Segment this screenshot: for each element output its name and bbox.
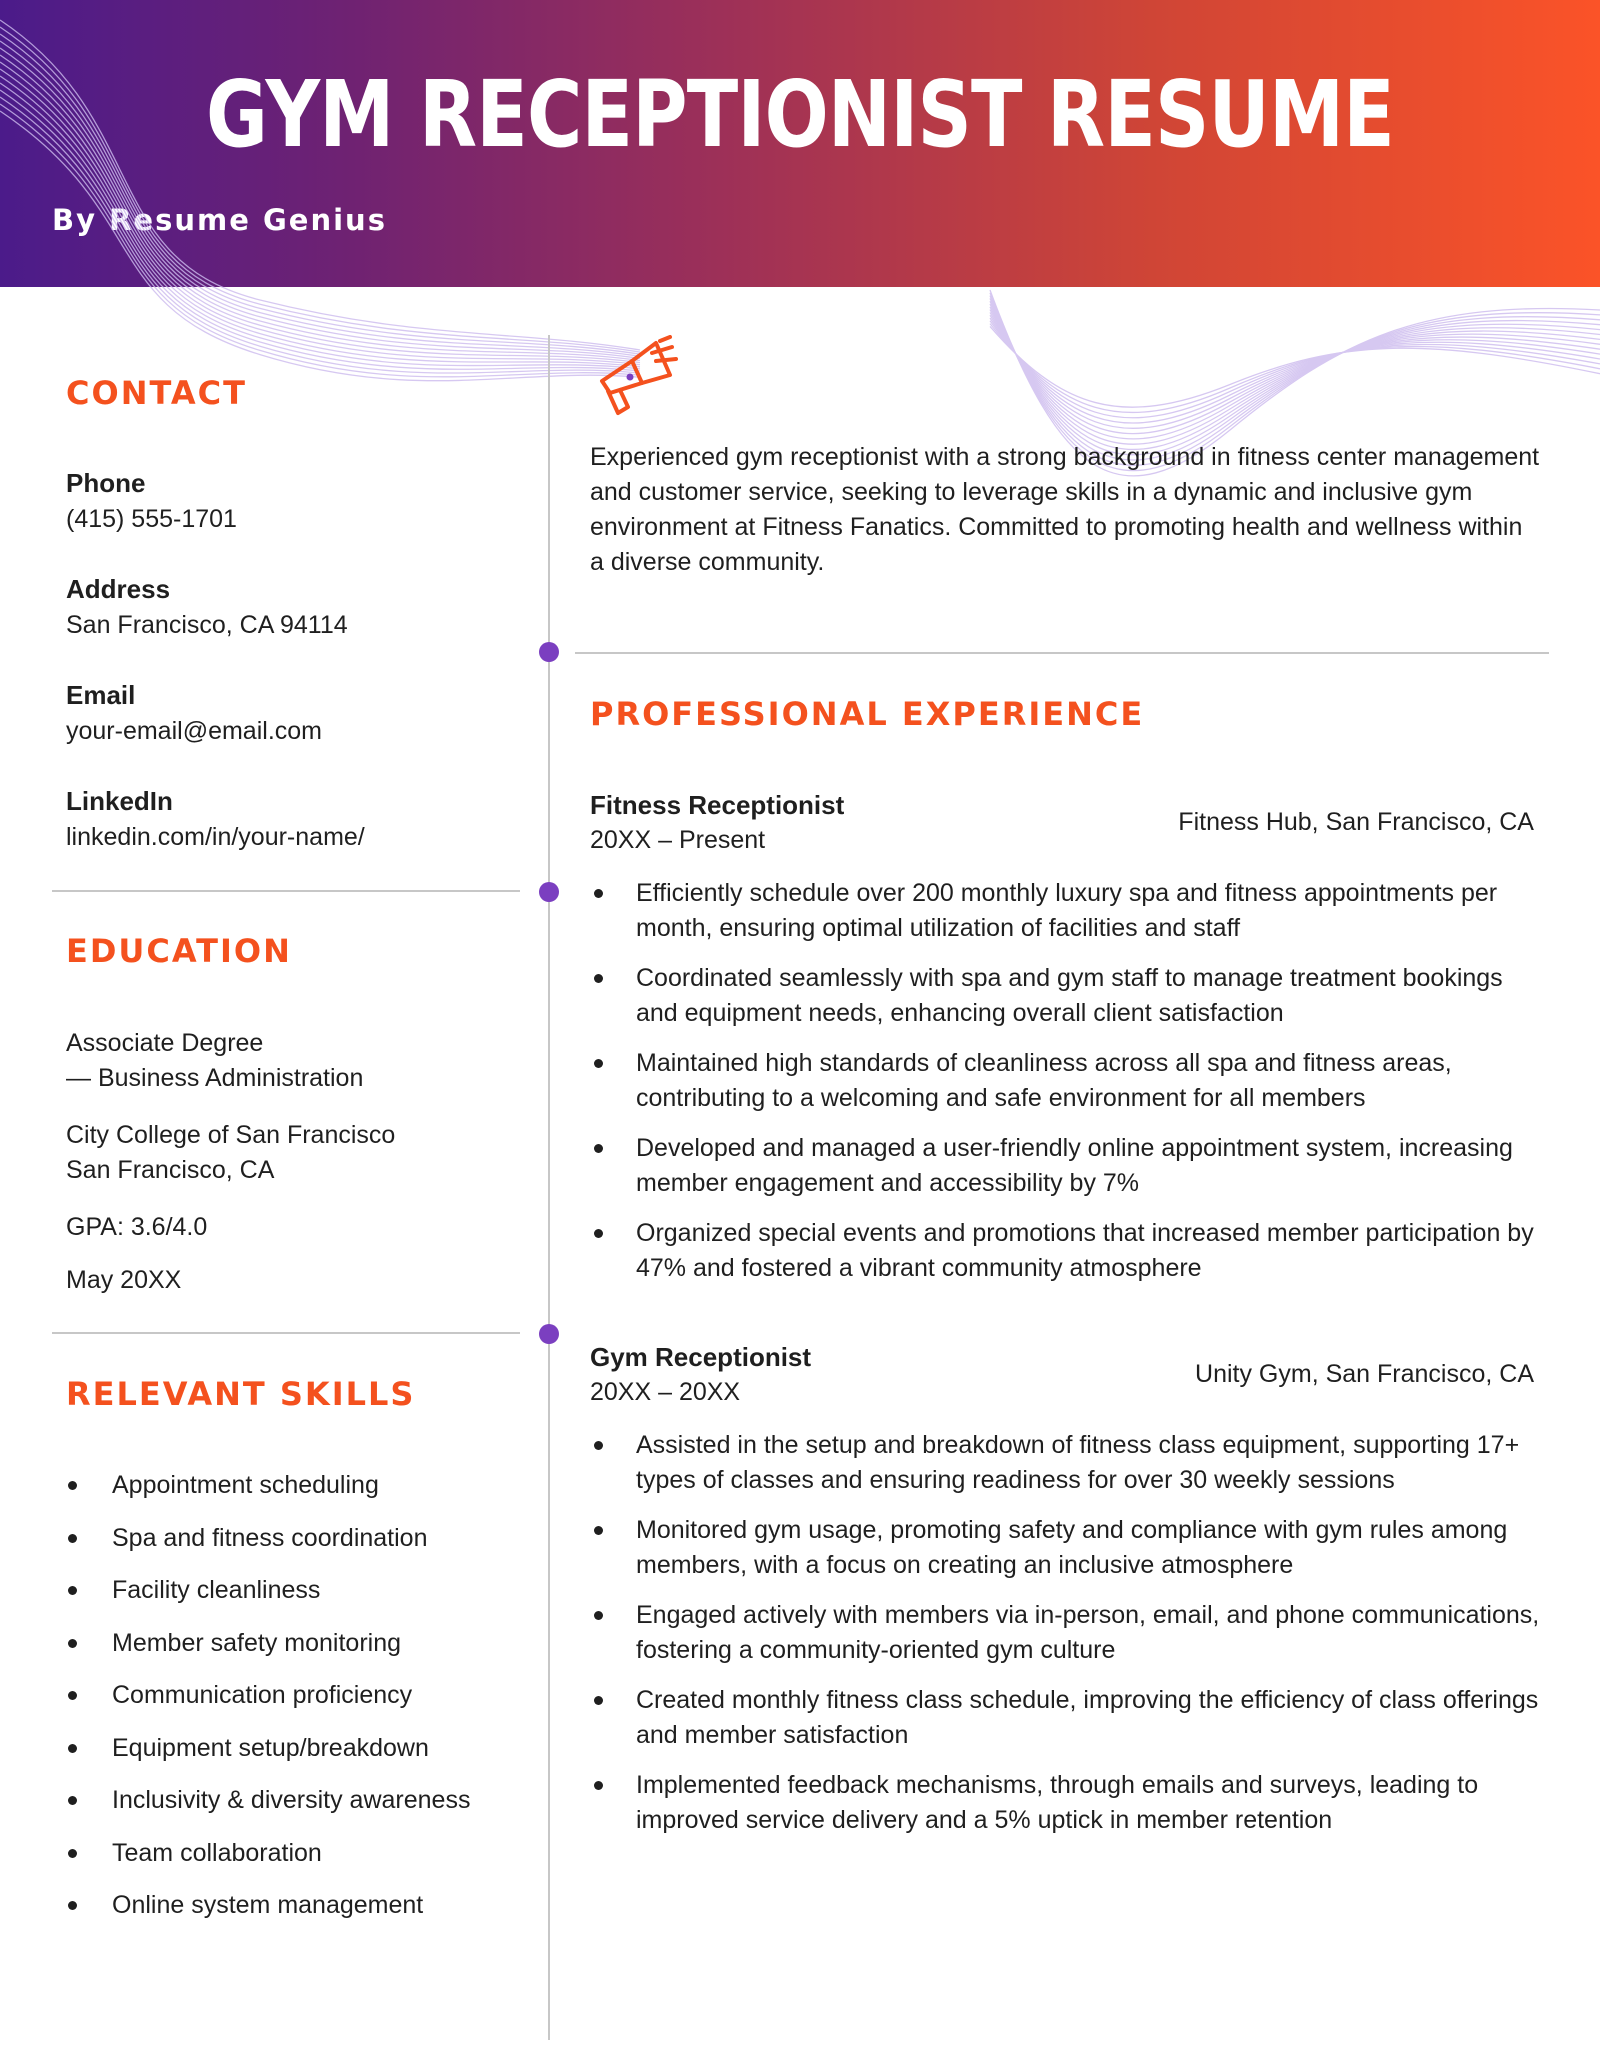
job-bullets: [590, 1428, 1540, 1853]
job-bullet: Created monthly fitness class schedule, improving the efficiency of class offerings and member satisfaction: [590, 1683, 1540, 1753]
summary-text: Experienced gym receptionist with a strong background in fitness center management and customer service, seeking to leverage skills in a dynamic and inclusive gym environment at Fitness Fanatics. Committed to promoting health and wellness within a diverse community.: [590, 443, 1540, 576]
wave-line: [990, 315, 1600, 428]
phone-label: Phone: [66, 468, 146, 498]
contact-heading: CONTACT: [66, 374, 247, 412]
phone-value: (415) 555-1701: [66, 505, 237, 533]
job-bullet: Developed and managed a user-friendly online appointment system, increasing member engagement and accessibility by 7%: [590, 1131, 1540, 1201]
job-bullet: Coordinated seamlessly with spa and gym staff to manage treatment bookings and equipment needs, enhancing overall client satisfaction: [590, 961, 1540, 1031]
job-bullet: Engaged actively with members via in-person, email, and phone communications, fostering a community-oriented gym culture: [590, 1598, 1540, 1668]
page-subtitle: By Resume Genius: [52, 203, 387, 237]
school-location: San Francisco, CA: [66, 1156, 275, 1184]
skills-list: [66, 1467, 536, 1940]
job-dates: 20XX – Present: [590, 826, 766, 854]
job-dates: 20XX – 20XX: [590, 1378, 741, 1406]
timeline-line: [548, 335, 550, 2040]
skill-item: Spa and fitness coordination: [66, 1520, 536, 1573]
wave-line: [990, 324, 1600, 413]
job-bullet: Efficiently schedule over 200 monthly luxury spa and fitness appointments per month, ensuring optimal utilization of facilities and staff: [590, 876, 1540, 946]
skill-item: Facility cleanliness: [66, 1572, 536, 1625]
wave-line: [990, 301, 1600, 455]
graduation-date: May 20XX: [66, 1266, 182, 1294]
job-bullets: [590, 876, 1540, 1301]
job-bullet: Monitored gym usage, promoting safety and compliance with gym rules among members, with a focus on creating an inclusive atmosphere: [590, 1513, 1540, 1583]
gpa: GPA: 3.6/4.0: [66, 1213, 208, 1241]
wave-line: [990, 304, 1600, 449]
email-label: Email: [66, 680, 136, 710]
wave-line: [990, 307, 1600, 444]
skill-item: Online system management: [66, 1887, 536, 1940]
skills-heading: RELEVANT SKILLS: [66, 1375, 416, 1413]
linkedin-label: LinkedIn: [66, 786, 173, 816]
divider: [52, 890, 520, 892]
address-label: Address: [66, 574, 171, 604]
job-location: Fitness Hub, San Francisco, CA: [1178, 808, 1534, 836]
wave-line: [990, 312, 1600, 433]
wave-line: [990, 321, 1600, 418]
timeline-dot: [539, 882, 559, 902]
header-banner: [0, 0, 1600, 287]
wave-line: [990, 298, 1600, 460]
job-title: Gym Receptionist: [590, 1342, 812, 1372]
wave-line: [990, 318, 1600, 423]
experience-heading: PROFESSIONAL EXPERIENCE: [590, 695, 1145, 733]
skill-item: Inclusivity & diversity awareness: [66, 1782, 536, 1835]
job-title: Fitness Receptionist: [590, 790, 845, 820]
education-heading: EDUCATION: [66, 932, 292, 970]
email-value: your-email@email.com: [66, 717, 322, 745]
divider: [52, 1332, 520, 1334]
job-bullet: Implemented feedback mechanisms, through emails and surveys, leading to improved service delivery and a 5% uptick in member retention: [590, 1768, 1540, 1838]
megaphone-icon: [590, 335, 680, 425]
linkedin-value: linkedin.com/in/your-name/: [66, 823, 365, 851]
degree-line-1: Associate Degree: [66, 1029, 264, 1057]
timeline-dot: [539, 642, 559, 662]
job-location: Unity Gym, San Francisco, CA: [1195, 1360, 1534, 1388]
address-value: San Francisco, CA 94114: [66, 611, 348, 639]
page-title: GYM RECEPTIONIST RESUME: [206, 61, 1394, 168]
divider: [575, 652, 1549, 654]
degree-line-2: — Business Administration: [66, 1064, 364, 1092]
skill-item: Member safety monitoring: [66, 1625, 536, 1678]
skill-item: Equipment setup/breakdown: [66, 1730, 536, 1783]
job-bullet: Maintained high standards of cleanliness across all spa and fitness areas, contributing to a welcoming and safe environment for all members: [590, 1046, 1540, 1116]
skill-item: Team collaboration: [66, 1835, 536, 1888]
school-name: City College of San Francisco: [66, 1121, 396, 1149]
wave-line: [990, 326, 1600, 407]
job-bullet: Organized special events and promotions that increased member participation by 47% and fostered a vibrant community atmosphere: [590, 1216, 1540, 1286]
timeline-dot: [539, 1324, 559, 1344]
job-bullet: Assisted in the setup and breakdown of fitness class equipment, supporting 17+ types of classes and ensuring readiness for over 30 weekly sessions: [590, 1428, 1540, 1498]
skill-item: Appointment scheduling: [66, 1467, 536, 1520]
wave-line: [990, 310, 1600, 439]
skill-item: Communication proficiency: [66, 1677, 536, 1730]
